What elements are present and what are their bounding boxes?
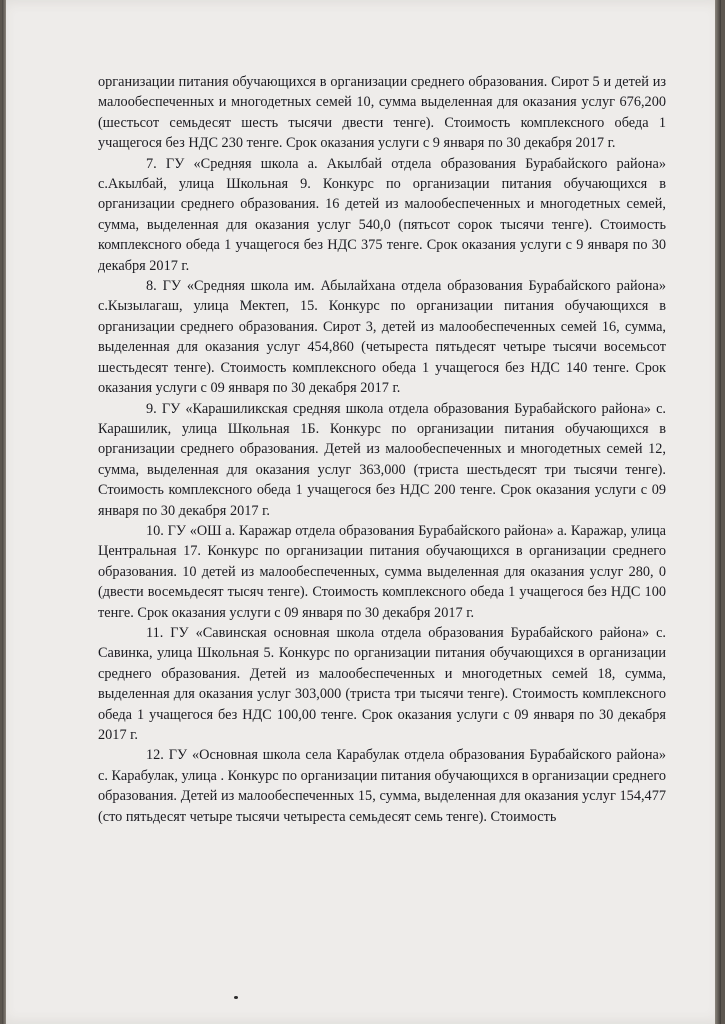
paragraph-item-10: 10. ГУ «ОШ а. Каражар отдела образования Бурабайского района» а. Каражар, улица Центральная 17. Конкурс по организации питания обучающихся в организации среднего образования. 10 детей из малообеспеченных, сумма выделенная для оказания услуг 280, 0 (двести восемьдесят тысяч тенге). Стоимость комплексного обеда 1 учащегося без НДС 100 тенге. Срок оказания услуги с 09 января по 30 декабря 2017 г. [98, 522, 666, 621]
scan-edge-left [2, 0, 6, 1024]
paragraph-item-9: 9. ГУ «Карашиликская средняя школа отдела образования Бурабайского района» с. Карашилик, улица Школьная 1Б. Конкурс по организации питания обучающихся в организации среднего образования. Детей из малообеспеченных и многодетных семей 12, сумма, выделенная для оказания услуг 363,000 (триста шестьдесят три тысячи тенге). Стоимость комплексного обеда 1 учащегося без НДС 200 тенге. Срок оказания услуги с 09 января по 30 декабря 2017 г. [98, 400, 666, 519]
paragraph-continuation-6: организации питания обучающихся в организации среднего образования. Сирот 5 и детей из малообеспеченных и многодетных семей 10, сумма выделенная для оказания услуг 676,200 (шестьсот семьдесят шесть тысячи двести тенге). Стоимость комплексного обеда 1 учащегося без НДС 230 тенге. Срок оказания услуги с 9 января по 30 декабря 2017 г. [98, 74, 666, 152]
paragraph-item-8: 8. ГУ «Средняя школа им. Абылайхана отдела образования Бурабайского района» с.Кызылагаш, улица Мектеп, 15. Конкурс по организации питания обучающихся в организации среднего образования. Сирот 3, детей из малообеспеченных семей 16, сумма, выделенная для оказания услуг 454,860 (четыреста пятьдесят четыре тысячи восемьсот шестьдесят тенге). Стоимость комплексного обеда 1 учащегося без НДС 140 тенге. Срок оказания услуги с 09 января по 30 декабря 2017 г. [98, 278, 666, 397]
document-body [98, 72, 666, 827]
scanned-page [2, 0, 721, 1024]
paragraph-item-11: 11. ГУ «Савинская основная школа отдела образования Бурабайского района» с. Савинка, улица Школьная 5. Конкурс по организации питания обучающихся в организации среднего образования. Детей из малообеспеченных и многодетных семей 18, сумма, выделенная для оказания услуг 303,000 (триста три тысячи тенге). Стоимость комплексного обеда 1 учащегося без НДС 100,00 тенге. Срок оказания услуги с 09 января по 30 декабря 2017 г. [98, 624, 666, 743]
paragraph-item-7: 7. ГУ «Средняя школа а. Акылбай отдела образования Бурабайского района» с.Акылбай, улица Школьная 9. Конкурс по организации питания обучающихся в организации среднего образования. 16 детей из малообеспеченных и многодетных семей, сумма, выделенная для оказания услуг 540,0 (пятьсот сорок тысячи тенге). Стоимость комплексного обеда 1 учащегося без НДС 375 тенге. Срок оказания услуги с 9 января по 30 декабря 2017 г. [98, 155, 666, 274]
paragraph-item-12: 12. ГУ «Основная школа села Карабулак отдела образования Бурабайского района» с. Карабулак, улица . Конкурс по организации питания обучающихся в организации среднего образования. Детей из малообеспеченных 15, сумма, выделенная для оказания услуг 154,477 (сто пятьдесят четыре тысячи четыреста семьдесят семь тенге). Стоимость [98, 747, 666, 825]
scan-speck [234, 996, 238, 999]
scan-edge-right [715, 0, 721, 1024]
